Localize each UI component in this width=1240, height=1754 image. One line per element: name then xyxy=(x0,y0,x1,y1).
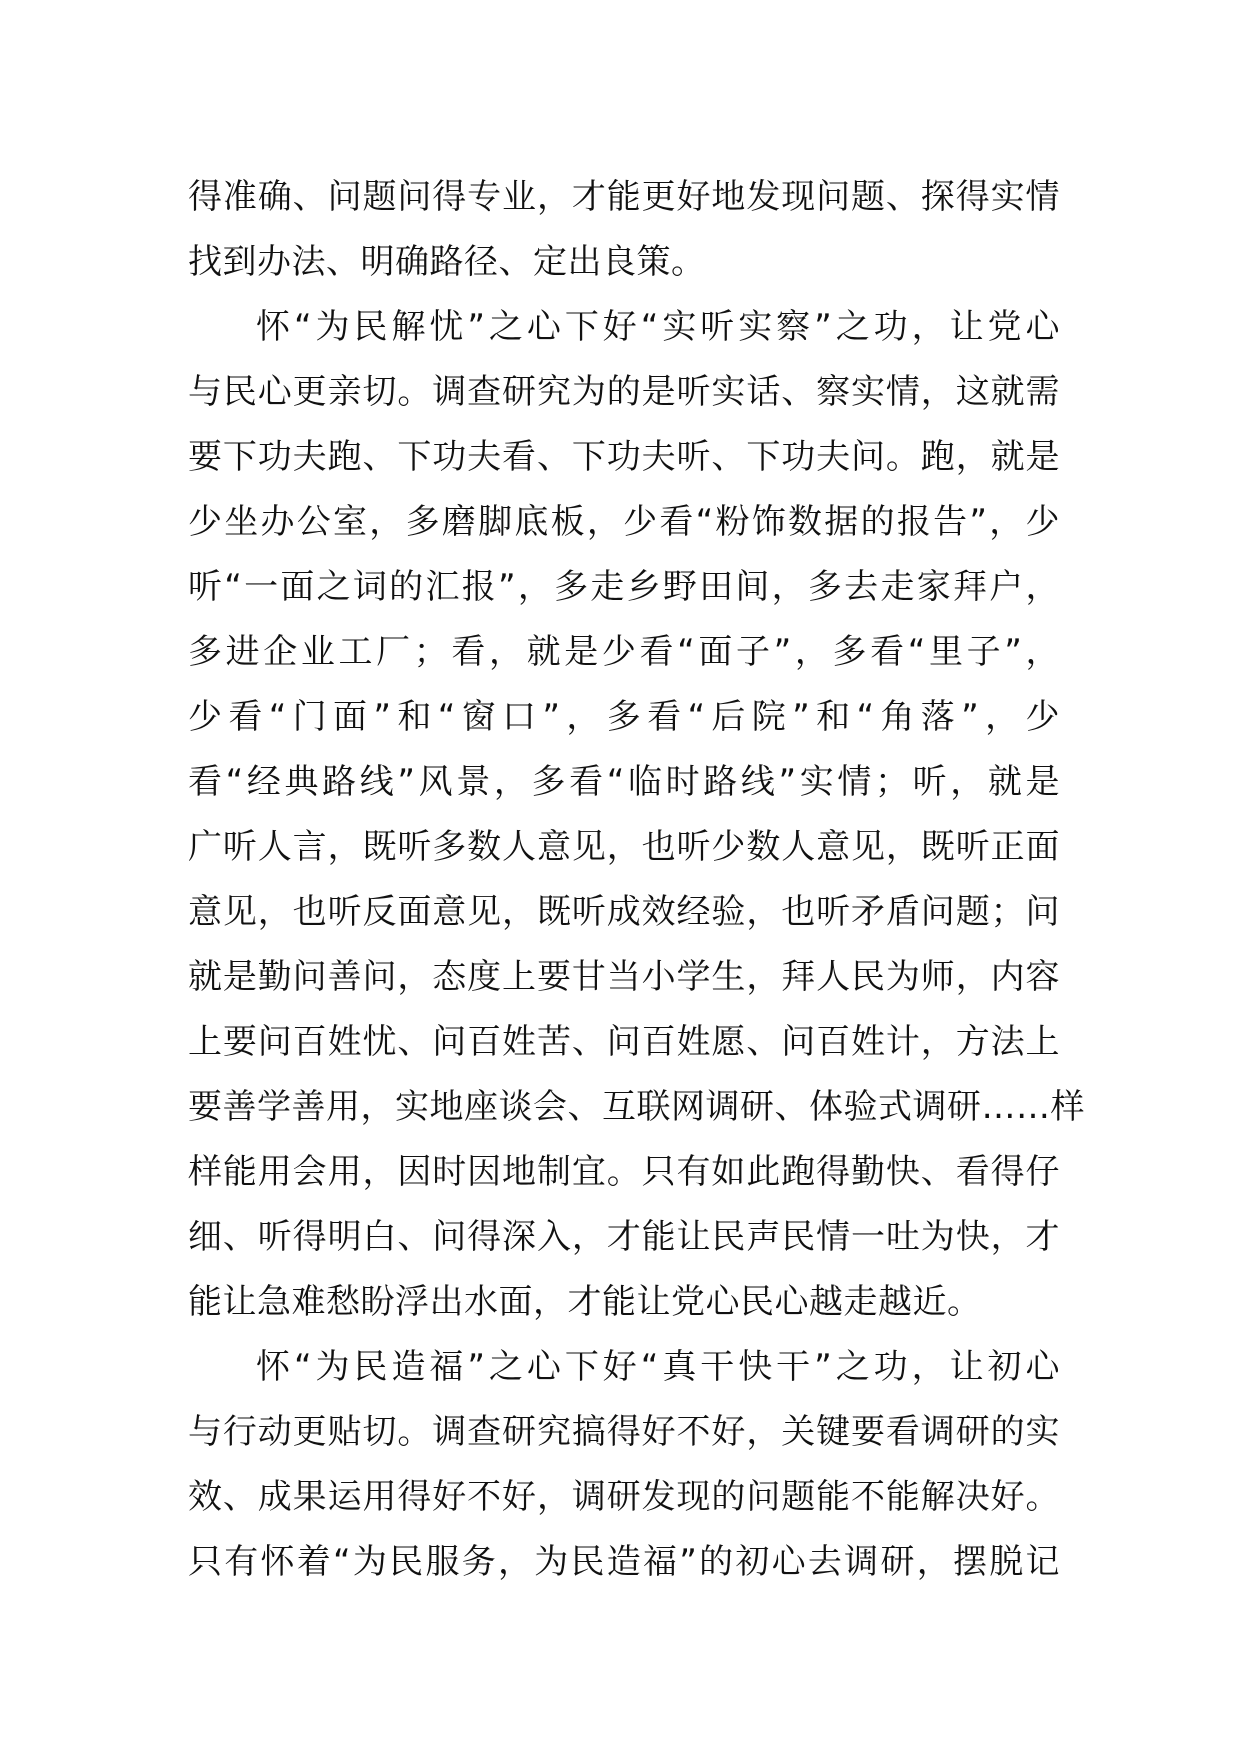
paragraph xyxy=(188,1335,1060,1595)
text-line: 怀“为民解忧”之心下好“实听实察”之功，让党心 xyxy=(256,307,1060,347)
text-line: 能让急难愁盼浮出水面，才能让党心民心越走越近。 xyxy=(188,1282,982,1322)
text-line: 效、成果运用得好不好，调研发现的问题能不能解决好。 xyxy=(188,1477,1060,1517)
text-line: 与民心更亲切。调查研究为的是听实话、察实情，这就需 xyxy=(188,372,1060,412)
text-line: 少坐办公室，多磨脚底板，少看“粉饰数据的报告”，少 xyxy=(188,502,1060,542)
paragraph xyxy=(188,295,1085,1335)
text-line: 得准确、问题问得专业，才能更好地发现问题、探得实情 xyxy=(188,177,1060,217)
text-line: 怀“为民造福”之心下好“真干快干”之功，让初心 xyxy=(256,1347,1060,1387)
text-line: 意见，也听反面意见，既听成效经验，也听矛盾问题；问 xyxy=(188,892,1060,932)
text-line: 上要问百姓忧、问百姓苦、问百姓愿、问百姓计，方法上 xyxy=(188,1022,1060,1062)
text-line: 要下功夫跑、下功夫看、下功夫听、下功夫问。跑，就是 xyxy=(188,437,1060,477)
paragraph xyxy=(188,165,1060,295)
text-line: 与行动更贴切。调查研究搞得好不好，关键要看调研的实 xyxy=(188,1412,1060,1452)
text-line: 就是勤问善问，态度上要甘当小学生，拜人民为师，内容 xyxy=(188,957,1060,997)
body-text xyxy=(188,165,1085,1595)
text-line: 细、听得明白、问得深入，才能让民声民情一吐为快，才 xyxy=(188,1217,1060,1257)
text-line: 广听人言，既听多数人意见，也听少数人意见，既听正面 xyxy=(188,827,1060,867)
text-line: 要善学善用，实地座谈会、互联网调研、体验式调研……样 xyxy=(188,1087,1085,1127)
text-line: 多进企业工厂；看，就是少看“面子”，多看“里子”， xyxy=(188,632,1060,672)
text-line: 只有怀着“为民服务，为民造福”的初心去调研，摆脱记 xyxy=(188,1542,1060,1582)
text-line: 找到办法、明确路径、定出良策。 xyxy=(188,242,706,282)
text-line: 听“一面之词的汇报”，多走乡野田间，多去走家拜户， xyxy=(188,567,1060,607)
text-line: 看“经典路线”风景，多看“临时路线”实情；听，就是 xyxy=(188,762,1060,802)
text-line: 少看“门面”和“窗口”，多看“后院”和“角落”，少 xyxy=(188,697,1060,737)
text-line: 样能用会用，因时因地制宜。只有如此跑得勤快、看得仔 xyxy=(188,1152,1060,1192)
